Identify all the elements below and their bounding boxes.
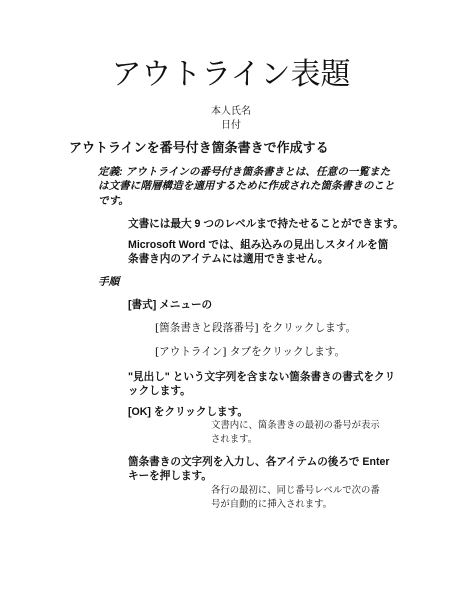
step-bullets-numbering: [箇条書きと段落番号] をクリックします。	[155, 322, 357, 334]
section-heading: アウトラインを番号付き箇条書きで作成する	[69, 140, 329, 155]
note-first-number: 文書内に、箇条書きの最初の番号が表示されます。	[211, 420, 380, 445]
step-ok: [OK] をクリックします。	[128, 406, 248, 418]
note-auto-insert: 各行の最初に、同じ番号レベルで次の番号が自動的に挿入されます。	[211, 485, 380, 510]
steps-label: 手順	[98, 276, 120, 288]
paragraph-levels: 文書には最大 9 つのレベルまで持たせることができます。	[128, 218, 404, 230]
step-format-menu: [書式] メニューの	[128, 299, 213, 311]
document-date: 日付	[221, 120, 241, 131]
document-title: アウトライン表題	[111, 57, 351, 92]
step-choose-format: "見出し" という文字列を含まない箇条書きの書式をクリックします。	[128, 371, 396, 398]
definition-paragraph: 定義: アウトラインの番号付き箇条書きとは、任意の一覧または文書に階層構造を適用するために作成された箇条書きのことです。	[98, 166, 395, 207]
author-name: 本人氏名	[211, 106, 251, 117]
step-outline-tab: [アウトライン] タブをクリックします。	[155, 346, 346, 358]
paragraph-word-note: Microsoft Word では、組み込みの見出しスタイルを箇条書き内のアイテムには適用できません。	[128, 239, 389, 266]
step-type-items: 箇条書きの文字列を入力し、各アイテムの後ろで Enter キーを押します。	[128, 456, 390, 483]
